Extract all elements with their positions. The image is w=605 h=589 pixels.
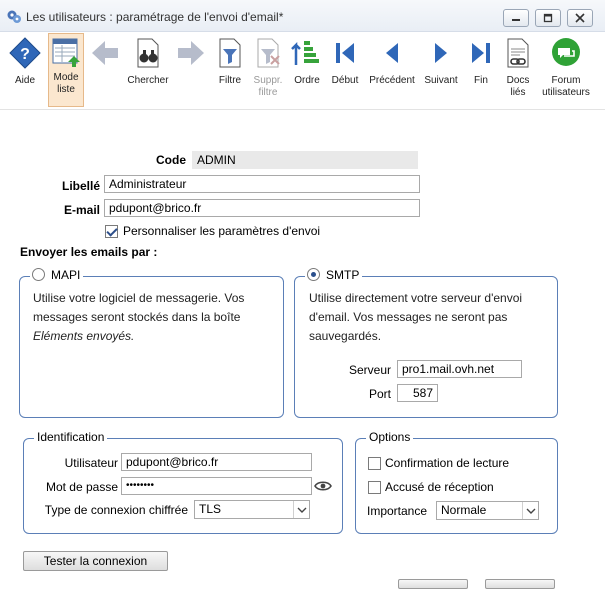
list-mode-icon (50, 36, 82, 68)
previous-button[interactable] (366, 35, 418, 105)
maximize-icon (542, 13, 554, 23)
user-input[interactable]: pdupont@brico.fr (121, 453, 312, 471)
email-label: E-mail (63, 203, 100, 217)
connection-type-label: Type de connexion chiffrée (44, 503, 188, 517)
custom-settings-label: Personnaliser les paramètres d'envoi (123, 224, 321, 238)
search-button[interactable] (124, 35, 172, 105)
filter-button[interactable] (212, 35, 248, 105)
password-input[interactable]: •••••••• (121, 477, 312, 495)
test-connection-button[interactable]: Tester la connexion (23, 551, 168, 571)
order-label: Ordre (294, 75, 320, 86)
show-password-icon[interactable] (314, 479, 332, 493)
help-button[interactable] (6, 35, 44, 105)
next-button[interactable] (420, 35, 462, 105)
port-label: Port (369, 387, 392, 401)
svg-text:?: ? (20, 46, 30, 63)
delivery-receipt-label: Accusé de réception (385, 480, 494, 494)
password-label: Mot de passe (45, 480, 118, 494)
last-record-icon (465, 37, 497, 69)
identification-title: Identification (34, 430, 107, 444)
next-record-icon (425, 37, 457, 69)
filter-label: Filtre (218, 75, 242, 86)
read-receipt-label: Confirmation de lecture (385, 456, 510, 470)
custom-settings-checkbox[interactable] (105, 225, 118, 238)
last-button[interactable] (464, 35, 498, 105)
connection-type-select[interactable]: TLS (194, 500, 310, 519)
smtp-radio[interactable] (307, 268, 320, 281)
app-icon (6, 9, 22, 25)
server-input[interactable]: pro1.mail.ovh.net (397, 360, 522, 378)
mapi-description: Utilise votre logiciel de messagerie. Vos messages seront stockés dans la boîte Eléments envoyés. (33, 291, 245, 343)
linked-docs-button[interactable] (500, 35, 536, 105)
toolbar (0, 32, 605, 110)
read-receipt-checkbox[interactable] (368, 457, 381, 470)
prev-arrow-button[interactable] (88, 35, 122, 105)
list-mode-label: Mode liste (53, 72, 79, 95)
help-icon (9, 37, 41, 69)
last-label: Fin (474, 75, 488, 86)
forum-label: Forum utilisateurs (542, 75, 590, 98)
libelle-input[interactable]: Administrateur (104, 175, 420, 193)
remove-filter-label: Suppr. filtre (253, 75, 283, 98)
title-bar (0, 0, 605, 32)
forum-icon (550, 37, 582, 69)
linked-docs-label: Docs liés (506, 75, 530, 98)
list-mode-button[interactable] (48, 33, 84, 107)
binoculars-icon (132, 37, 164, 69)
order-button[interactable] (289, 35, 325, 105)
linked-docs-icon (502, 37, 534, 69)
server-label: Serveur (349, 363, 392, 377)
previous-label: Précédent (369, 75, 415, 86)
mapi-option[interactable] (30, 268, 83, 282)
forum-button[interactable] (538, 35, 594, 105)
arrow-left-icon (89, 37, 121, 69)
search-label: Chercher (127, 75, 169, 86)
arrow-right-icon (175, 37, 207, 69)
cancel-button[interactable] (485, 579, 555, 589)
mapi-group (19, 268, 284, 418)
email-input[interactable]: pdupont@brico.fr (104, 199, 420, 217)
options-title: Options (366, 430, 413, 444)
next-arrow-button[interactable] (174, 35, 208, 105)
help-label: Aide (14, 75, 35, 86)
first-button[interactable] (327, 35, 363, 105)
chevron-down-icon (293, 501, 309, 518)
smtp-group (294, 268, 558, 418)
maximize-button[interactable] (535, 9, 561, 27)
code-field: ADMIN (192, 151, 418, 169)
smtp-description: Utilise directement votre serveur d'envoi d'email. Vos messages ne seront pas sauvegardés. (309, 291, 523, 343)
delivery-receipt-checkbox[interactable] (368, 481, 381, 494)
libelle-label: Libellé (61, 179, 100, 193)
minimize-button[interactable] (503, 9, 529, 27)
mapi-label: MAPI (51, 268, 81, 282)
chevron-down-icon (522, 502, 538, 519)
importance-select[interactable]: Normale (436, 501, 539, 520)
ok-button[interactable] (398, 579, 468, 589)
smtp-option[interactable] (305, 268, 362, 282)
previous-record-icon (376, 37, 408, 69)
remove-filter-icon (252, 37, 284, 69)
send-by-label: Envoyer les emails par : (20, 245, 158, 259)
identification-group (23, 430, 343, 534)
filter-icon (214, 37, 246, 69)
minimize-icon (510, 13, 522, 23)
window-title: Les utilisateurs : paramétrage de l'envoi d'email* (26, 10, 284, 24)
first-record-icon (329, 37, 361, 69)
mapi-radio[interactable] (32, 268, 45, 281)
code-label: Code (156, 153, 186, 167)
next-label: Suivant (424, 75, 458, 86)
sort-icon (291, 37, 323, 69)
first-label: Début (331, 75, 359, 86)
user-label: Utilisateur (64, 456, 118, 470)
smtp-label: SMTP (326, 268, 360, 282)
close-button[interactable] (567, 9, 593, 27)
options-group (355, 430, 558, 534)
remove-filter-button[interactable] (249, 35, 287, 105)
importance-label: Importance (367, 504, 428, 518)
port-input[interactable]: 587 (397, 384, 438, 402)
close-icon (574, 13, 586, 23)
